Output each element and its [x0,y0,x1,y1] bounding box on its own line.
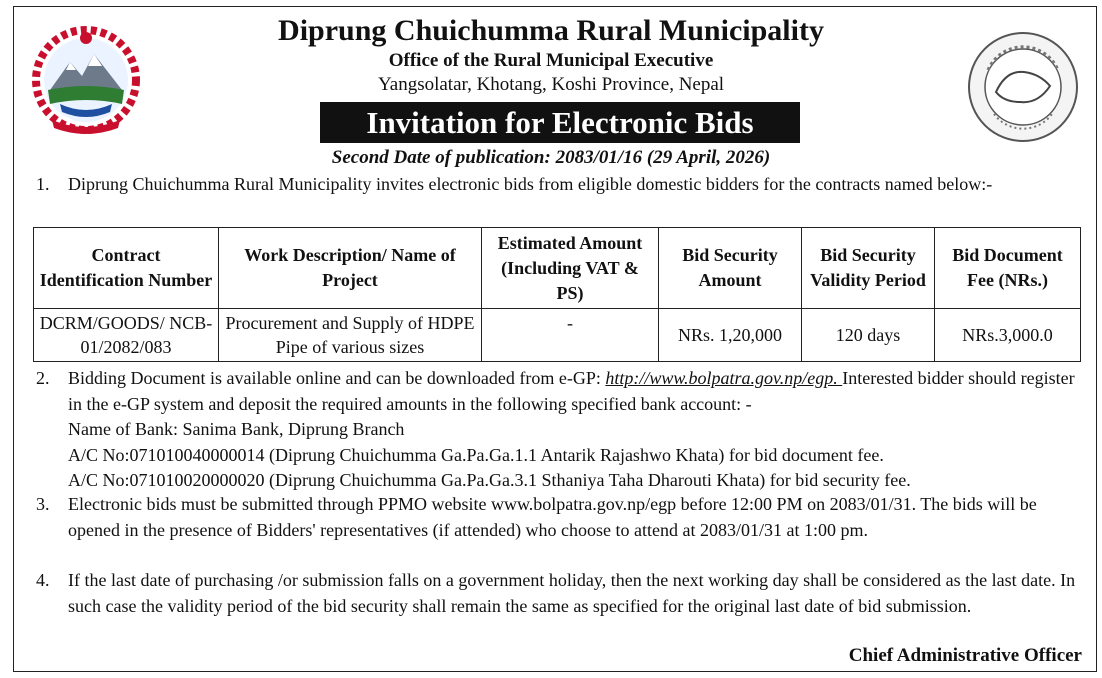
col-work-description: Work Description/ Name of Project [219,228,482,309]
office-address: Yangsolatar, Khotang, Koshi Province, Nepal [377,74,725,95]
col-bid-security-amount: Bid Security Amount [659,228,802,309]
account-bid-security: A/C No:071010020000020 (Diprung Chuichumma Ga.Pa.Ga.3.1 Sthaniya Taha Dharouti Khata) for bid security fee. [68,470,911,490]
cell-estimated-amount: - [482,309,659,362]
clause-text: If the last date of purchasing /or submission falls on a government holiday, then the next working day shall be considered as the last date. In such case the validity period of the bid security shall remain the same as specified for the original last date of bid submission. [68,570,1076,616]
table-row [34,309,1081,362]
table-header-row [34,228,1081,309]
bank-name: Name of Bank: Sanima Bank, Diprung Branch [68,419,405,439]
clause-number: 1. [36,174,50,194]
office-name: Office of the Rural Municipal Executive [388,50,714,71]
col-contract-id: Contract Identification Number [34,228,219,309]
clause-text-cont: Interested bidder should register in the e-GP system and deposit the required amounts in the following specified bank account: - [68,368,1075,414]
cell-document-fee: NRs.3,000.0 [935,309,1081,362]
org-name: Diprung Chuichumma Rural Municipality [278,14,824,47]
clause-text: Bidding Document is available online and can be downloaded from e-GP: [68,368,606,388]
cell-work-description: Procurement and Supply of HDPE Pipe of various sizes [219,309,482,362]
col-estimated-amount: Estimated Amount (Including VAT & PS) [482,228,659,309]
clause-2 [36,366,1086,494]
col-document-fee: Bid Document Fee (NRs.) [935,228,1081,309]
clause-text: Diprung Chuichumma Rural Municipality invites electronic bids from eligible domestic bidders for the contracts named below:- [68,174,993,194]
clause-text: Electronic bids must be submitted through PPMO website www.bolpatra.gov.np/egp before 12:00 PM on 2083/01/31. The bids will be opened in the presence of Bidders' representatives (if attended) who choose to attend at 2083/01/31 at 1:00 pm. [68,494,1037,540]
signatory-title: Chief Administrative Officer [848,645,1082,666]
cell-contract-id: DCRM/GOODS/ NCB-01/2082/083 [34,309,219,362]
clause-1 [36,172,1086,198]
col-validity-period: Bid Security Validity Period [802,228,935,309]
clause-3 [36,492,1086,543]
clause-4 [36,568,1086,619]
notice-title-banner: Invitation for Electronic Bids [320,102,800,143]
contract-table [33,227,1081,362]
clause-number: 3. [36,494,50,514]
clause-number: 2. [36,368,50,388]
publication-date: Second Date of publication: 2083/01/16 (29 April, 2026) [331,147,771,168]
cell-validity-period: 120 days [802,309,935,362]
egp-link[interactable]: http://www.bolpatra.gov.np/egp. [605,368,843,388]
clause-number: 4. [36,570,50,590]
cell-bid-security-amount: NRs. 1,20,000 [659,309,802,362]
account-document-fee: A/C No:071010040000014 (Diprung Chuichumma Ga.Pa.Ga.1.1 Antarik Rajashwo Khata) for bid document fee. [68,444,884,465]
